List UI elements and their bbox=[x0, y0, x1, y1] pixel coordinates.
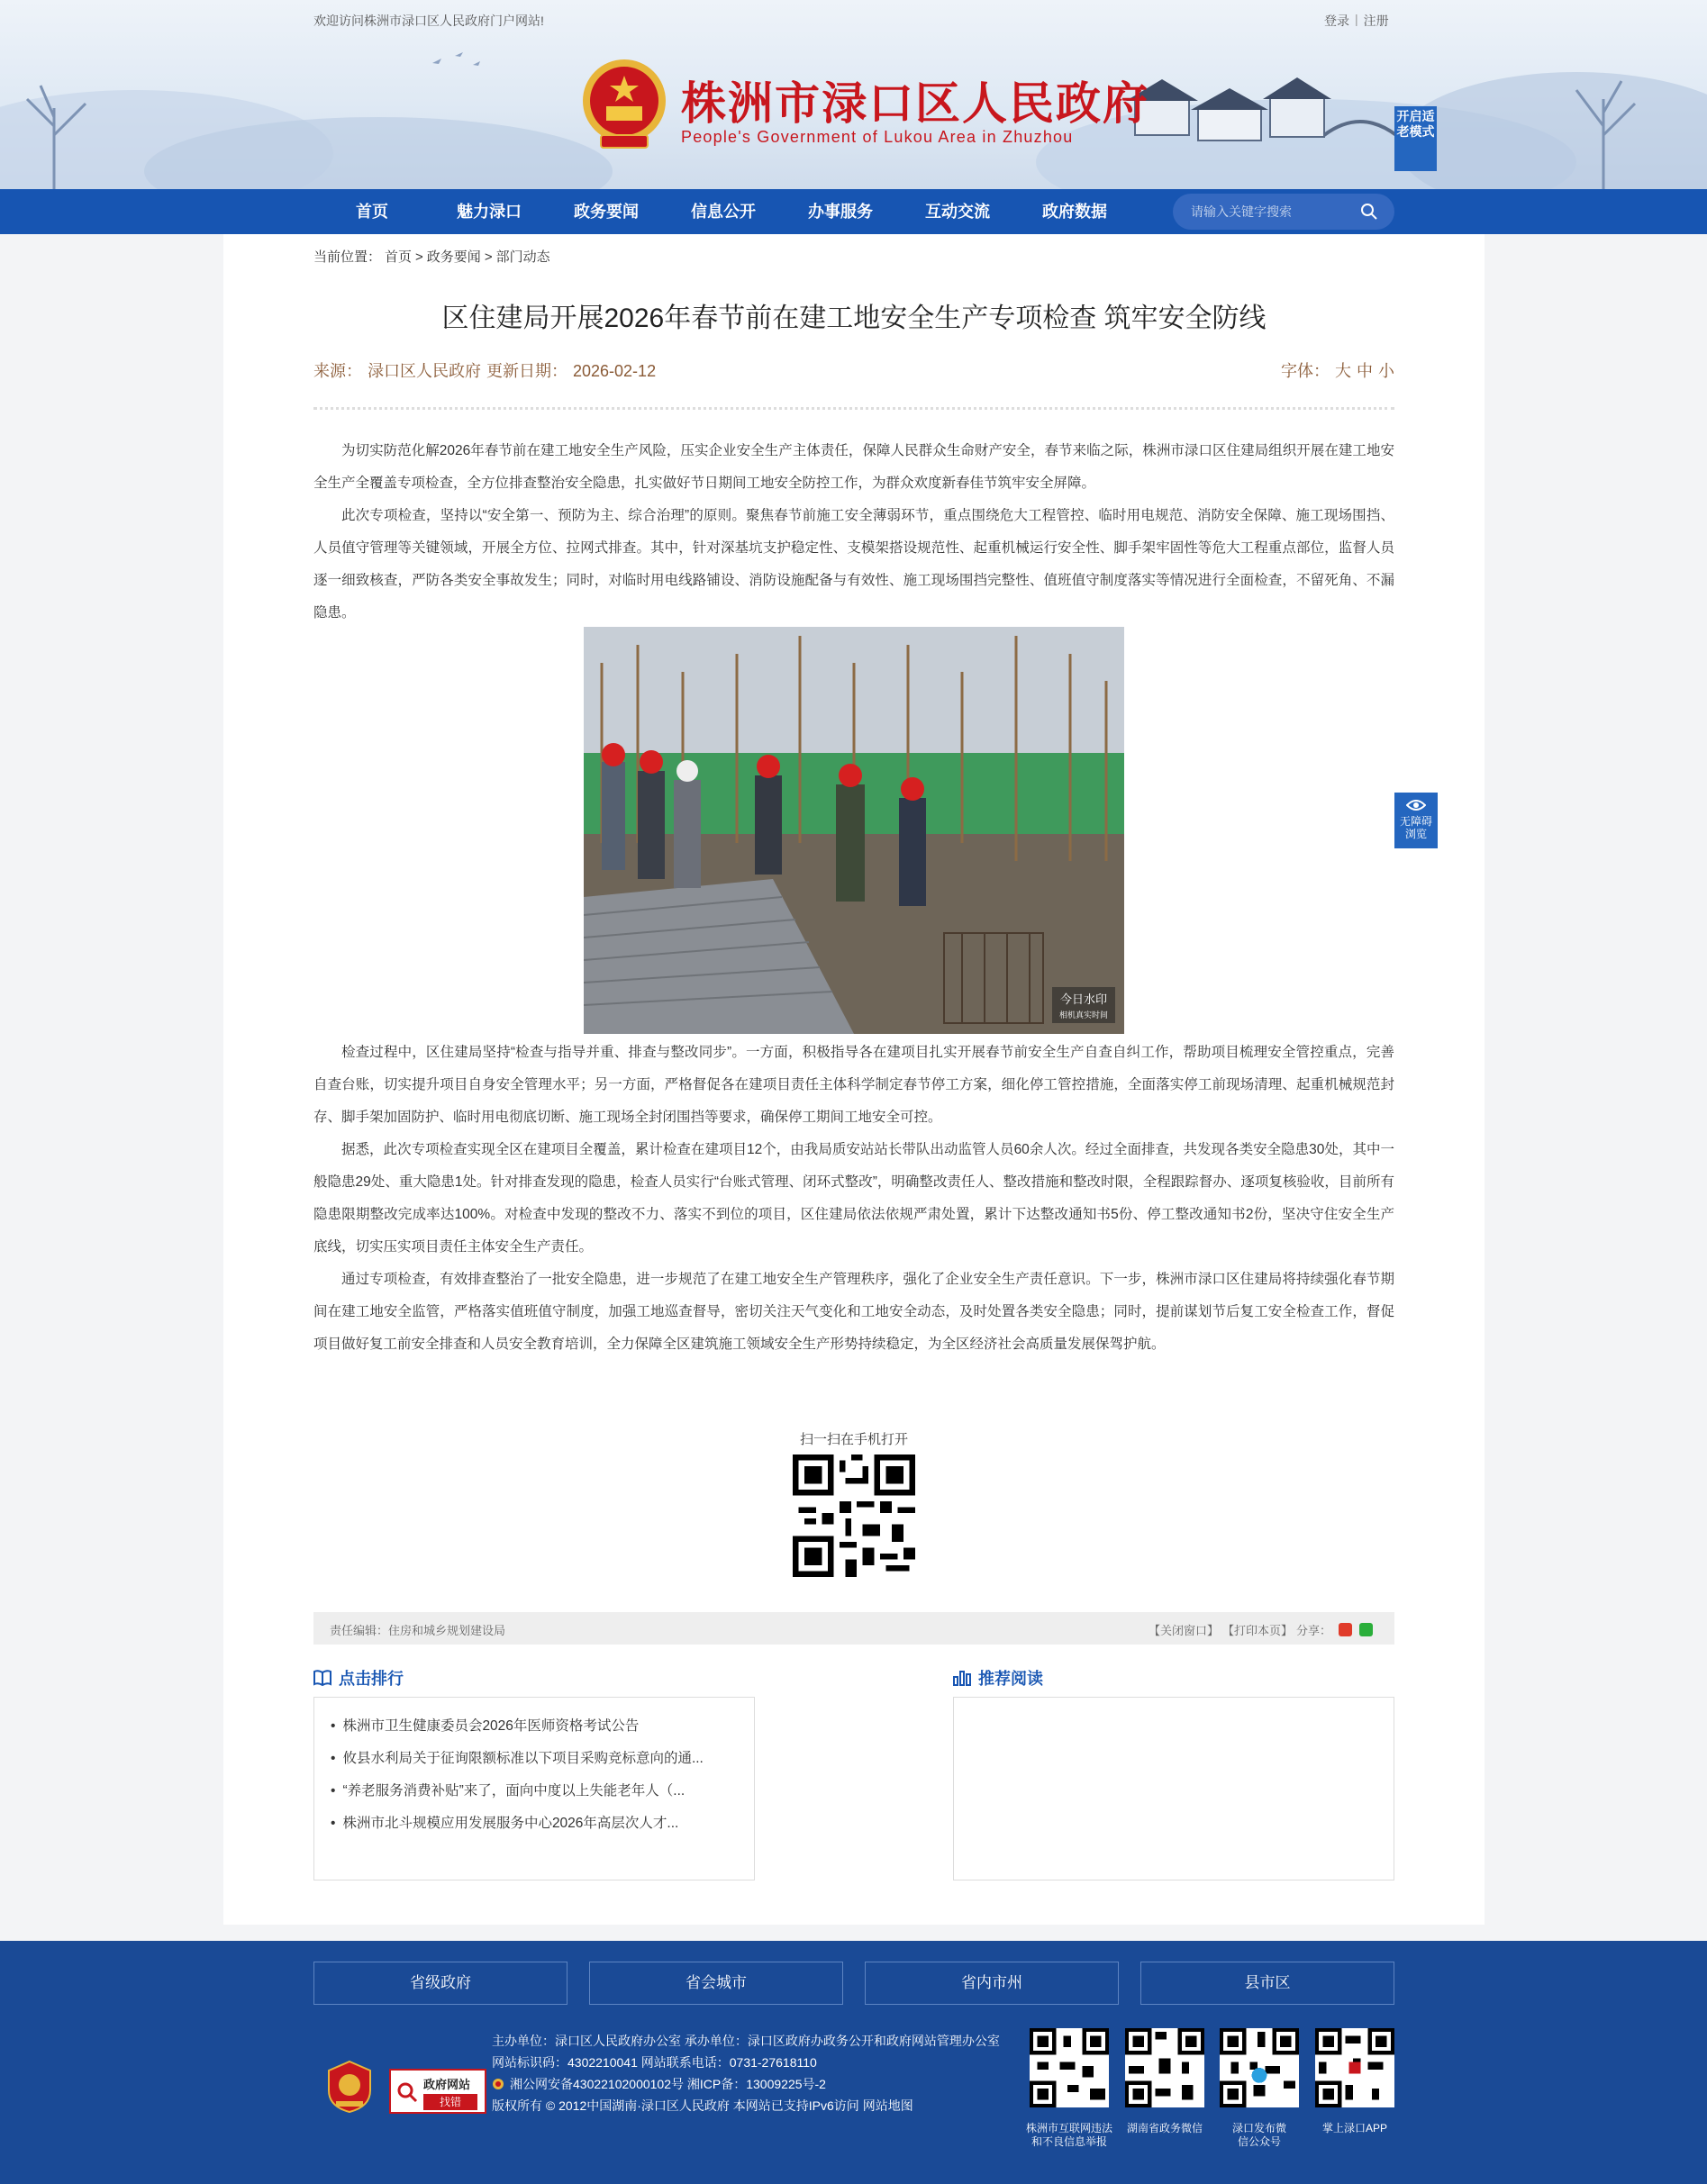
nav-item-interaction[interactable]: 互动交流 bbox=[925, 203, 990, 221]
font-small-button[interactable]: 小 bbox=[1378, 362, 1394, 380]
recommend-list-box bbox=[953, 1697, 1394, 1880]
page-qr-code bbox=[793, 1454, 915, 1577]
article-paragraph: 此次专项检查，坚持以“安全第一、预防为主、综合治理”的原则。聚焦春节前施工安全薄弱环节，重点围绕危大工程管控、临时用电规范、消防安全保障、施工现场围挡、人员值守管理等关键领域，开展全方位、拉网式排查。其中，针对深基坑支护稳定性、支模架搭设规范性、起重机械运行安全性、脚手架牢固性等危大工程重点部位，监督人员逐一细致核查，严防各类安全事故发生；同时，对临时用电线路铺设、消防设施配备与有效性、施工现场围挡完整性、值班值守制度落实等情况进行全面检查，不留死角、不漏隐患。 bbox=[313, 508, 1394, 621]
toolbar-actions bbox=[1149, 1621, 1373, 1638]
ranking-title: 点击排行 bbox=[339, 1670, 404, 1688]
date-value: 2026-02-12 bbox=[573, 362, 657, 380]
nav-item-services[interactable]: 办事服务 bbox=[808, 203, 873, 221]
footer-link-province[interactable]: 省级政府 bbox=[313, 1962, 567, 2005]
recommend-header bbox=[953, 1666, 1043, 1690]
footer-copyright: 版权所有 © 2012中国湖南·渌口区人民政府 本网站已支持IPv6访问 网站地图 bbox=[492, 2098, 913, 2113]
font-large-button[interactable]: 大 bbox=[1335, 362, 1351, 380]
photo-watermark-sub: 相机真实时间 bbox=[1058, 1011, 1109, 1020]
national-emblem-icon bbox=[577, 56, 672, 155]
book-icon bbox=[313, 1670, 331, 1686]
report-qr-code bbox=[1030, 2028, 1109, 2107]
nav-item-charm[interactable]: 魅力渌口 bbox=[457, 203, 522, 221]
footer-icp bbox=[492, 2074, 826, 2094]
search-input[interactable] bbox=[1191, 194, 1353, 230]
site-header bbox=[0, 0, 1707, 189]
accessibility-label: 无障碍浏览 bbox=[1399, 815, 1432, 840]
qr-label-report: 株洲市互联网违法和不良信息举报 bbox=[1025, 2122, 1112, 2148]
article-photo bbox=[584, 627, 1124, 1034]
footer-site-id: 网站标识码：4302210041 网站联系电话：0731-27618110 bbox=[492, 2055, 817, 2070]
print-page-button[interactable]: 【打印本页】 bbox=[1221, 1624, 1293, 1637]
source-label: 来源： bbox=[313, 362, 362, 380]
nav-item-disclosure[interactable]: 信息公开 bbox=[691, 203, 756, 221]
article-paragraph: 检查过程中，区住建局坚持“检查与指导并重、排查与整改同步”。一方面，积极指导各在建项目扎实开展春节前安全生产自查自纠工作，帮助项目梳理安全管控重点，完善自查台账，切实提升项目自身安全管理水平；另一方面，严格督促各在建项目责任主体科学制定春节停工方案，细化停工管控措施，全面落实停工前现场清理、起重机械规范封存、脚手架加固防护、临时用电彻底切断、施工现场全封闭围挡等要求，确保停工期间工地安全可控。 bbox=[313, 1045, 1394, 1125]
breadcrumb-home[interactable]: 首页 bbox=[385, 249, 413, 265]
article-paragraph: 为切实防范化解2026年春节前在建工地安全生产风险，压实企业安全生产主体责任，保障人民群众生命财产安全，春节来临之际，株洲市渌口区住建局组织开展在建工地安全生产全覆盖专项检查，全方位排查整治安全隐患，扎实做好节日期间工地安全防控工作，为群众欢度新春佳节筑牢安全屏障。 bbox=[313, 443, 1394, 491]
police-badge-icon bbox=[492, 2078, 504, 2090]
ranking-list bbox=[314, 1698, 754, 1853]
auth-separator: | bbox=[1355, 12, 1358, 26]
footer-link-capitals[interactable]: 省会城市 bbox=[589, 1962, 843, 2005]
source-value: 渌口区人民政府 bbox=[368, 362, 481, 380]
footer-link-counties[interactable]: 县市区 bbox=[1140, 1962, 1394, 2005]
article-paragraph: 通过专项检查，有效排查整治了一批安全隐患，进一步规范了在建工地安全生产管理秩序，强化了企业安全生产责任意识。下一步，株洲市渌口区住建局将持续强化春节期间在建工地安全监管，严格落实值班值守制度，加强工地巡查督导，密切关注天气变化和工地安全动态，及时处置各类安全隐患；同时，提前谋划节后复工安全检查工作，督促项目做好复工前安全排查和人员安全教育培训，全力保障全区建筑施工领域安全生产形势持续稳定，为全区经济社会高质量发展保驾护航。 bbox=[313, 1272, 1394, 1352]
article-container bbox=[223, 234, 1485, 1925]
main-nav bbox=[0, 189, 1707, 234]
accessibility-button[interactable] bbox=[1394, 793, 1438, 848]
close-window-button[interactable]: 【关闭窗口】 bbox=[1148, 1624, 1219, 1637]
error-badge-line1: 政府网站 bbox=[423, 2078, 471, 2091]
footer-host-info: 主办单位：渌口区人民政府办公室 承办单位：渌口区政府办政务公开和政府网站管理办公室 bbox=[492, 2034, 1000, 2048]
breadcrumb-separator: > bbox=[415, 249, 423, 265]
nav-item-home[interactable]: 首页 bbox=[356, 203, 388, 221]
article-title: 区住建局开展2026年春节前在建工地安全生产专项检查 筑牢安全防线 bbox=[441, 304, 1267, 333]
magnifier-icon bbox=[396, 2081, 418, 2103]
font-size-label: 字体： bbox=[1281, 362, 1330, 380]
list-item[interactable]: • “养老服务消费补贴”来了，面向中度以上失能老年人（... bbox=[331, 1775, 738, 1808]
date-label: 更新日期： bbox=[486, 362, 567, 380]
breadcrumb-dept[interactable]: 部门动态 bbox=[495, 249, 550, 265]
list-item[interactable]: • 株洲市北斗规模应用发展服务中心2026年高层次人才... bbox=[331, 1808, 738, 1840]
breadcrumb-separator: > bbox=[484, 249, 493, 265]
nav-item-data[interactable]: 政府数据 bbox=[1042, 203, 1107, 221]
ranking-header bbox=[313, 1666, 404, 1690]
footer-link-cities[interactable]: 省内市州 bbox=[865, 1962, 1119, 2005]
article-paragraph: 据悉，此次专项检查实现全区在建项目全覆盖，累计检查在建项目12个，由我局质安站站长带队出动监管人员60余人次。经过全面排查，共发现各类安全隐患30处，其中一般隐患29处、重大隐患1处。针对排查发现的隐患，检查人员实行“台账式管理、闭环式整改”，明确整改责任人、整改措施和整改时限，全程跟踪督办、逐项复核验收，目前所有隐患限期整改完成率达100%。对检查中发现的整改不力、落实不到位的项目，区住建局依法依规严肃处置，累计下达整改通知书5份、停工整改通知书2份，坚决守住安全生产底线，切实压实项目责任主体安全生产责任。 bbox=[313, 1142, 1394, 1255]
search-box bbox=[1173, 194, 1394, 230]
breadcrumb-prefix: 当前位置： bbox=[313, 249, 382, 265]
search-icon[interactable] bbox=[1360, 203, 1378, 221]
font-size-controls bbox=[1276, 358, 1394, 382]
construction-site-photo bbox=[584, 627, 1124, 1034]
ranking-list-box bbox=[313, 1697, 755, 1880]
title-divider bbox=[313, 407, 1394, 410]
site-title-english: People's Government of Lukou Area in Zhuzhou bbox=[681, 128, 1074, 146]
qr-label-lukou-wechat: 渌口发布微信公众号 bbox=[1232, 2122, 1287, 2148]
site-footer bbox=[0, 1941, 1707, 2184]
lukou-wechat-qr-code bbox=[1220, 2028, 1299, 2107]
error-badge-line2: 找错 bbox=[423, 2094, 477, 2110]
site-error-report-badge[interactable] bbox=[389, 2069, 486, 2114]
qr-label-hunan-wechat: 湖南省政务微信 bbox=[1126, 2122, 1203, 2134]
responsible-editor: 责任编辑：住房和城乡规划建设局 bbox=[330, 1624, 506, 1637]
qr-label-app: 掌上渌口APP bbox=[1321, 2122, 1387, 2134]
eye-icon bbox=[1406, 798, 1426, 812]
list-item[interactable]: • 株洲市卫生健康委员会2026年医师资格考试公告 bbox=[331, 1710, 738, 1743]
hunan-wechat-qr-code bbox=[1125, 2028, 1204, 2107]
elder-mode-button[interactable]: 开启适老模式 bbox=[1394, 106, 1437, 171]
lukou-app-qr-code bbox=[1315, 2028, 1394, 2107]
list-item[interactable]: • 攸县水利局关于征询限额标准以下项目采购竞标意向的通... bbox=[331, 1743, 738, 1775]
wechat-share-icon[interactable] bbox=[1359, 1623, 1373, 1636]
article-meta bbox=[313, 358, 661, 382]
party-gov-badge-icon[interactable] bbox=[325, 2060, 374, 2114]
share-label: 分享： bbox=[1295, 1624, 1331, 1637]
icp-text[interactable]: 湘公网安备43022102000102号 湘ICP备：13009225号-2 bbox=[510, 2077, 826, 2091]
breadcrumb bbox=[313, 247, 554, 266]
nav-item-news[interactable]: 政务要闻 bbox=[574, 203, 639, 221]
auth-links bbox=[1324, 12, 1389, 30]
breadcrumb-news[interactable]: 政务要闻 bbox=[426, 249, 481, 265]
photo-watermark: 今日水印 bbox=[1059, 993, 1108, 1007]
bar-chart-icon bbox=[953, 1670, 971, 1686]
qr-label: 扫一扫在手机打开 bbox=[799, 1432, 908, 1447]
recommend-title: 推荐阅读 bbox=[978, 1670, 1043, 1688]
register-link[interactable]: 注册 bbox=[1363, 14, 1389, 28]
weibo-share-icon[interactable] bbox=[1339, 1623, 1352, 1636]
login-link[interactable]: 登录 bbox=[1324, 14, 1349, 28]
article-toolbar bbox=[313, 1612, 1394, 1645]
site-title: 株洲市渌口区人民政府 bbox=[681, 77, 1149, 130]
welcome-text: 欢迎访问株洲市渌口区人民政府门户网站! bbox=[313, 14, 544, 28]
font-medium-button[interactable]: 中 bbox=[1357, 362, 1373, 380]
